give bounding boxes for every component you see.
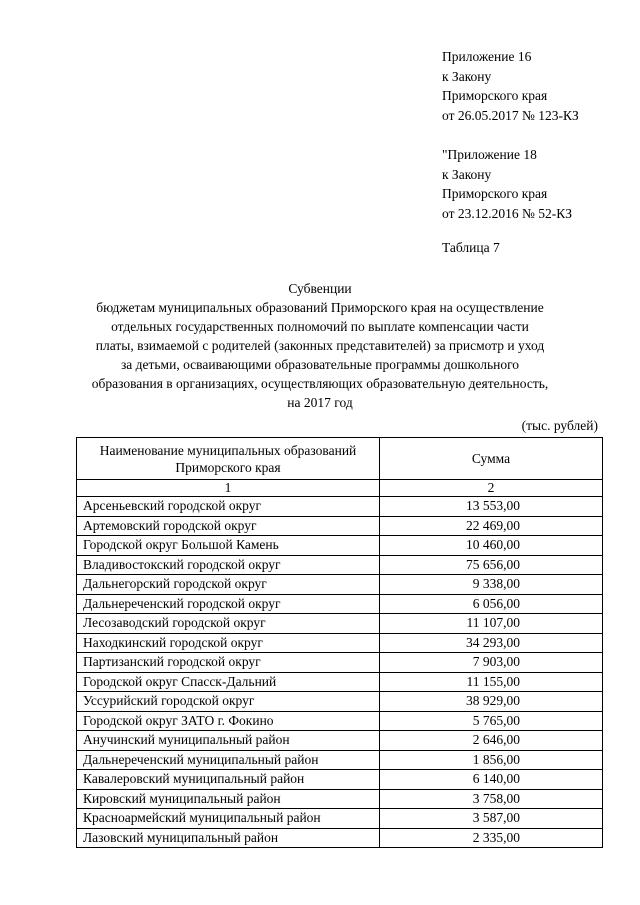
municipality-name: Лесозаводский городской округ: [77, 614, 380, 634]
municipality-name: Лазовский муниципальный район: [77, 828, 380, 848]
table-row: [77, 789, 603, 809]
table-row: [77, 809, 603, 829]
table-body: [77, 497, 603, 848]
document-heading: [60, 279, 580, 412]
subsidy-amount: 38 929,00: [380, 692, 603, 712]
table-row: [77, 633, 603, 653]
table-row: [77, 614, 603, 634]
subsidy-amount: 5 765,00: [380, 711, 603, 731]
municipality-name: Арсеньевский городской округ: [77, 497, 380, 517]
table-row: [77, 497, 603, 517]
municipality-name: Артемовский городской округ: [77, 516, 380, 536]
table-row: [77, 594, 603, 614]
subsidy-amount: 10 460,00: [380, 536, 603, 556]
appendix-line: "Приложение 18: [442, 147, 537, 162]
subsidy-amount: 3 587,00: [380, 809, 603, 829]
table-row: [77, 653, 603, 673]
subsidy-amount: 9 338,00: [380, 575, 603, 595]
table-row: [77, 575, 603, 595]
table-row: [77, 711, 603, 731]
subsidy-amount: 75 656,00: [380, 555, 603, 575]
appendix-line: от 23.12.2016 № 52-КЗ: [442, 205, 572, 221]
appendix-line: Приложение 16: [442, 49, 532, 64]
table-row: [77, 770, 603, 790]
table-row: [77, 828, 603, 848]
heading-line: образования в организациях, осуществляющих образовательную деятельность,: [91, 376, 549, 391]
table-row: [77, 536, 603, 556]
subsidy-amount: 7 903,00: [380, 653, 603, 673]
subsidy-amount: 11 155,00: [380, 672, 603, 692]
table-row: [77, 516, 603, 536]
subsidy-amount: 11 107,00: [380, 614, 603, 634]
heading-line: платы, взимаемой с родителей (законных представителей) за присмотр и уход: [95, 338, 545, 353]
municipality-name: Находкинский городской округ: [77, 633, 380, 653]
municipality-name: Дальнереченский муниципальный район: [77, 750, 380, 770]
heading-line: бюджетам муниципальных образований Приморского края на осуществление: [96, 300, 544, 315]
column-number: 1: [77, 480, 380, 497]
heading-line: на 2017 год: [287, 395, 353, 410]
column-number-row: [77, 480, 603, 497]
municipality-name: Городской округ ЗАТО г. Фокино: [77, 711, 380, 731]
heading-line: Субвенции: [288, 281, 352, 296]
subsidy-amount: 3 758,00: [380, 789, 603, 809]
heading-line: за детьми, осваивающими образовательные программы дошкольного: [120, 357, 520, 372]
municipality-name: Кавалеровский муниципальный район: [77, 770, 380, 790]
subsidy-amount: 6 056,00: [380, 594, 603, 614]
subsidy-amount: 6 140,00: [380, 770, 603, 790]
municipality-name: Красноармейский муниципальный район: [77, 809, 380, 829]
unit-note: (тыс. рублей): [521, 418, 598, 433]
appendix-18-reference: [442, 145, 572, 223]
table-row: [77, 555, 603, 575]
appendix-line: от 26.05.2017 № 123-КЗ: [442, 107, 579, 123]
header-amount: Сумма: [380, 438, 603, 480]
municipality-name: Владивостокский городской округ: [77, 555, 380, 575]
table-number: Таблица 7: [442, 240, 500, 255]
table-row: [77, 731, 603, 751]
municipality-name: Партизанский городской округ: [77, 653, 380, 673]
municipality-name: Анучинский муниципальный район: [77, 731, 380, 751]
appendix-16-reference: [442, 47, 579, 125]
municipality-name: Городской округ Спасск-Дальний: [77, 672, 380, 692]
table-header-row: [77, 438, 603, 480]
table-row: [77, 672, 603, 692]
municipality-name: Городской округ Большой Камень: [77, 536, 380, 556]
appendix-line: Приморского края: [442, 186, 548, 201]
column-number: 2: [380, 480, 603, 497]
municipality-name: Уссурийский городской округ: [77, 692, 380, 712]
table-row: [77, 750, 603, 770]
subsidy-amount: 2 646,00: [380, 731, 603, 751]
municipality-name: Кировский муниципальный район: [77, 789, 380, 809]
subsidy-table: [76, 437, 603, 848]
subsidy-amount: 2 335,00: [380, 828, 603, 848]
appendix-line: Приморского края: [442, 88, 548, 103]
appendix-line: к Закону: [442, 166, 492, 182]
subsidy-amount: 13 553,00: [380, 497, 603, 517]
table-row: [77, 692, 603, 712]
appendix-line: к Закону: [442, 68, 492, 84]
municipality-name: Дальнегорский городской округ: [77, 575, 380, 595]
municipality-name: Дальнереченский городской округ: [77, 594, 380, 614]
subsidy-amount: 34 293,00: [380, 633, 603, 653]
heading-line: отдельных государственных полномочий по выплате компенсации части: [111, 319, 529, 334]
subsidy-amount: 1 856,00: [380, 750, 603, 770]
subsidy-amount: 22 469,00: [380, 516, 603, 536]
header-municipality: Наименование муниципальных образований Приморского края: [77, 438, 380, 480]
